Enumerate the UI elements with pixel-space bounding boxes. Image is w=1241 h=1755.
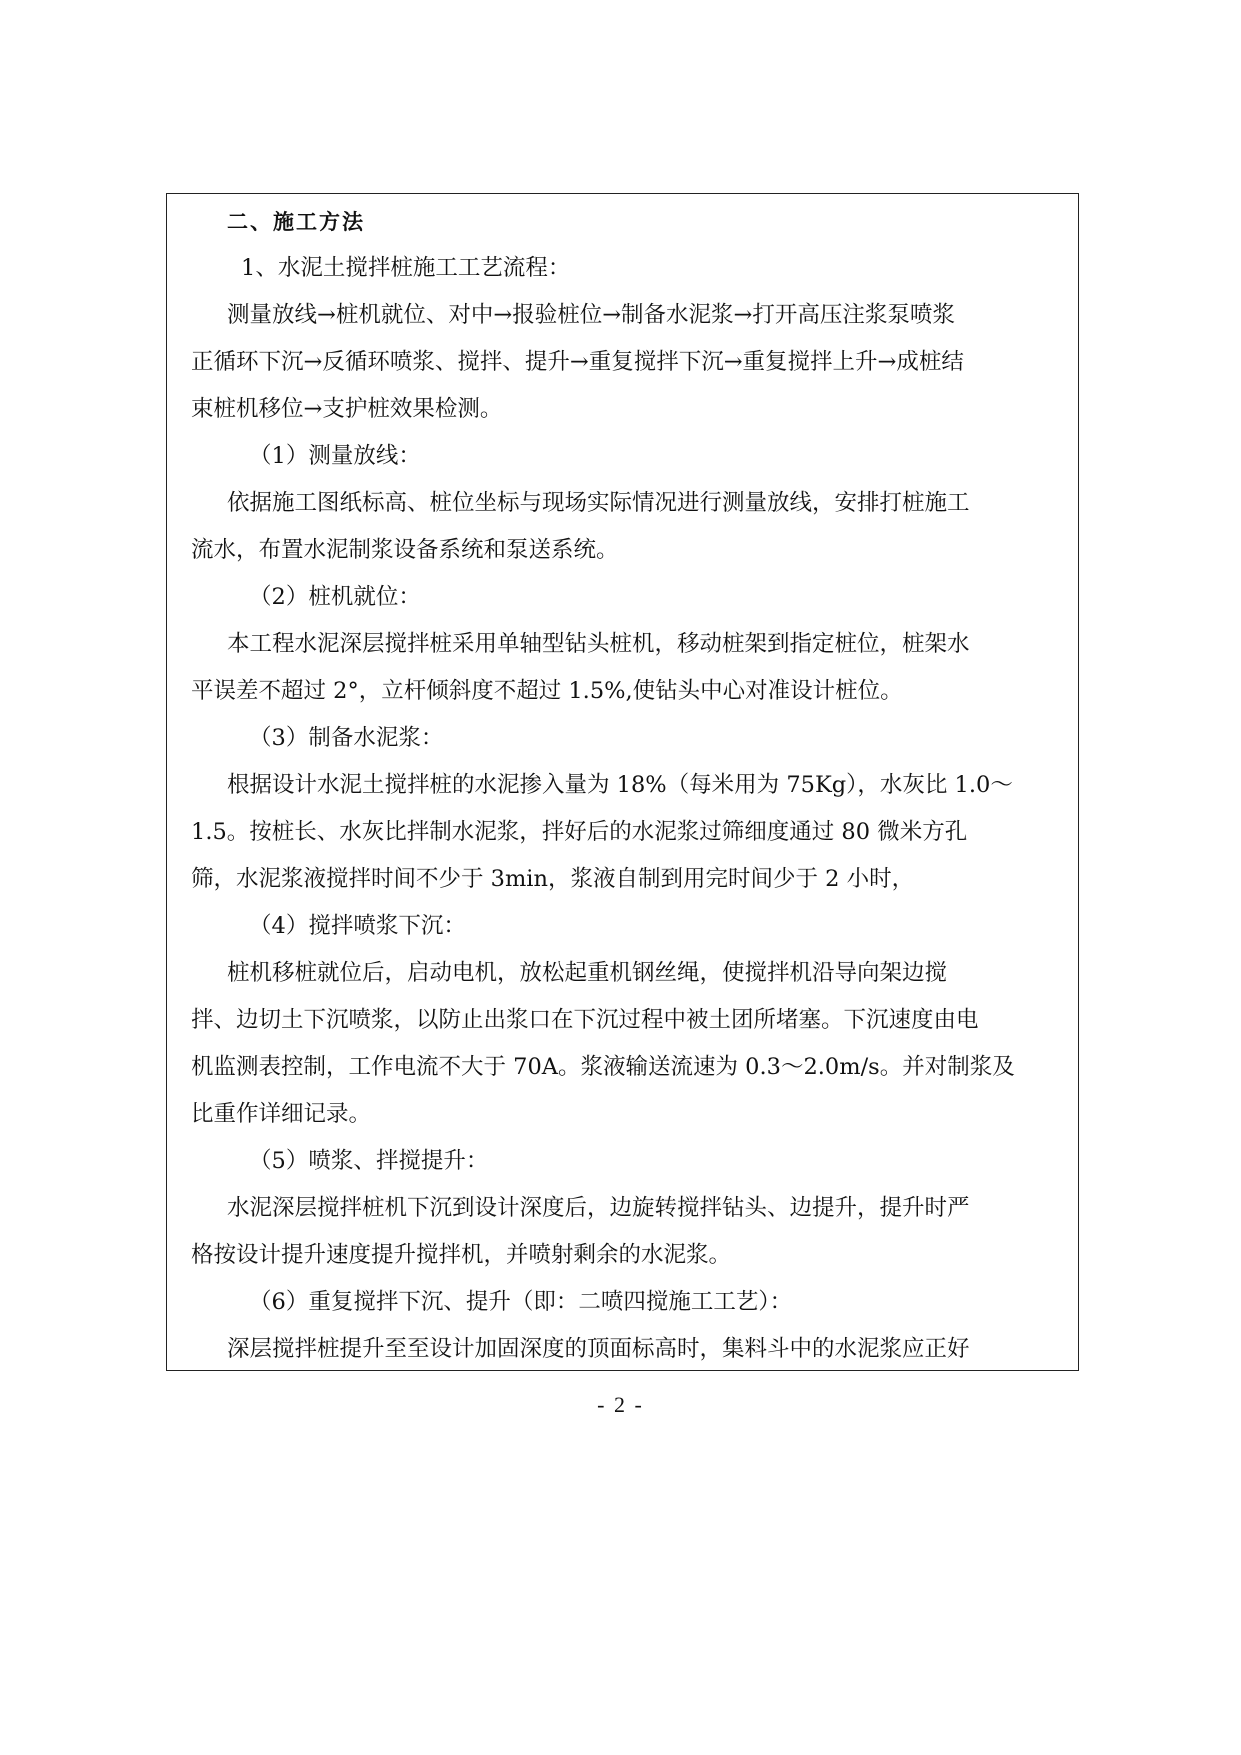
subsection-title: 1、水泥土搅拌桩施工工艺流程： [241,255,571,281]
text-line: 本工程水泥深层搅拌桩采用单轴型钻头桩机，移动桩架到指定桩位，桩架水 [227,631,970,657]
text-line: 平误差不超过 2°，立杆倾斜度不超过 1.5%,使钻头中心对准设计桩位。 [191,678,903,704]
step-title: （3）制备水泥浆： [249,725,444,751]
step-title: （4）搅拌喷浆下沉： [249,913,466,939]
text-line: 束桩机移位→支护桩效果检测。 [191,396,503,422]
step-title: （6）重复搅拌下沉、提升（即：二喷四搅施工工艺）： [249,1289,793,1315]
text-line: 根据设计水泥土搅拌桩的水泥掺入量为 18%（每米用为 75Kg），水灰比 1.0～ [227,772,1013,798]
step-title: （1）测量放线： [249,443,421,469]
text-line: 1.5。按桩长、水灰比拌制水泥浆，拌好后的水泥浆过筛细度通过 80 微米方孔 [191,819,968,845]
text-line: 筛，水泥浆液搅拌时间不少于 3min，浆液自制到用完时间少于 2 小时， [191,866,915,892]
text-line: 依据施工图纸标高、桩位坐标与现场实际情况进行测量放线，安排打桩施工 [227,490,970,516]
text-line: 水泥深层搅拌桩机下沉到设计深度后，边旋转搅拌钻头、边提升，提升时严 [227,1195,970,1221]
section-heading: 二、施工方法 [227,209,365,234]
content-frame [166,193,1079,1371]
text-line: 拌、边切土下沉喷浆，以防止出浆口在下沉过程中被土团所堵塞。下沉速度由电 [191,1007,979,1033]
text-line: 流水，布置水泥制浆设备系统和泵送系统。 [191,537,619,563]
step-title: （5）喷浆、拌搅提升： [249,1148,489,1174]
text-line: 深层搅拌桩提升至至设计加固深度的顶面标高时，集料斗中的水泥浆应正好 [227,1336,970,1362]
text-line: 测量放线→桩机就位、对中→报验桩位→制备水泥浆→打开高压注浆泵喷浆 [227,302,955,328]
page-number: - 2 - [597,1392,644,1417]
text-line: 格按设计提升速度提升搅拌机，并喷射剩余的水泥浆。 [191,1242,732,1268]
text-line: 比重作详细记录。 [191,1101,372,1127]
text-line: 正循环下沉→反循环喷浆、搅拌、提升→重复搅拌下沉→重复搅拌上升→成桩结 [191,349,964,375]
text-line: 机监测表控制，工作电流不大于 70A。浆液输送流速为 0.3～2.0m/s。并对制浆及 [191,1054,1015,1080]
text-line: 桩机移桩就位后，启动电机，放松起重机钢丝绳，使搅拌机沿导向架边搅 [227,960,948,986]
step-title: （2）桩机就位： [249,584,421,610]
